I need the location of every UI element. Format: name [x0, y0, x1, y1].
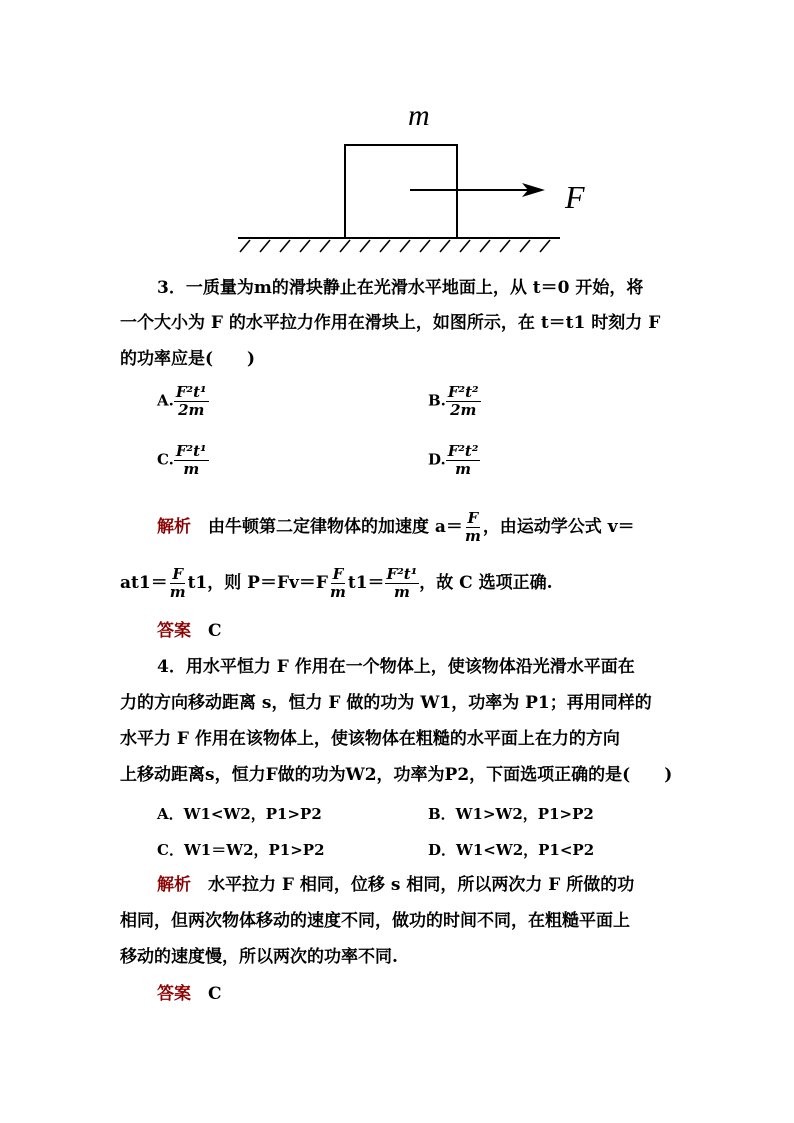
- q3-analysis-line-1: 解析 由牛顿第二定律物体的加速度 a＝ $\frac{F}{m}$ ，由运动学公式 v＝: [157, 509, 635, 545]
- block-force-figure: [230, 95, 610, 255]
- q4-option-a: A．W1<W2，P1>P2: [157, 805, 322, 823]
- q3-option-a: A. $\frac{\text{F²t¹}}{2m}$: [157, 383, 207, 419]
- force-label: F: [565, 179, 585, 215]
- q3-analysis-line-2: at1＝ $\frac{F}{m}$ t1，则 P＝Fv＝F $\frac{F}{m}$ t1＝ $\frac{\text{F²t¹}}{m}$ ，故 C 选项正确.: [120, 565, 553, 601]
- q4-option-d: D．W1<W2，P1<P2: [428, 841, 595, 859]
- q3-option-d: D. $\frac{\text{F²t²}}{m}$: [428, 442, 479, 478]
- q4-analysis-line-2: 相同，但两次物体移动的速度不同，做功的时间不同，在粗糙平面上: [120, 911, 630, 931]
- q3-line-3: 的功率应是( ): [120, 349, 256, 369]
- q3-line-2: 一个大小为 F 的水平拉力作用在滑块上，如图所示，在 t＝t1 时刻力 F: [120, 313, 661, 333]
- q3-answer: 答案 C: [157, 621, 222, 641]
- q3-option-b: B. $\frac{\text{F²t²}}{2m}$: [428, 383, 479, 419]
- q4-analysis-line-3: 移动的速度慢，所以两次的功率不同.: [120, 947, 398, 967]
- ground-hatching: [240, 240, 550, 252]
- q4-line-4: 上移动距离s，恒力F做的功为W2，功率为P2，下面选项正确的是( ): [120, 765, 673, 785]
- q4-answer: 答案 C: [157, 984, 222, 1004]
- block: [345, 145, 457, 238]
- q4-option-b: B．W1>W2，P1>P2: [428, 805, 594, 823]
- analysis-tag: 解析: [157, 875, 191, 895]
- q4-line-1: 4．用水平恒力 F 作用在一个物体上，使该物体沿光滑水平面在: [157, 657, 635, 677]
- q4-line-3: 水平力 F 作用在该物体上，使该物体在粗糙的水平面上在力的方向: [120, 729, 620, 749]
- mass-label: m: [408, 99, 430, 132]
- analysis-tag: 解析: [157, 517, 191, 537]
- q4-analysis-line-1: 解析 水平拉力 F 相同，位移 s 相同，所以两次力 F 所做的功: [157, 875, 635, 895]
- q4-option-c: C．W1＝W2，P1>P2: [157, 841, 325, 859]
- q3-option-c: C. $\frac{\text{F²t¹}}{m}$: [157, 442, 207, 478]
- answer-tag: 答案: [157, 621, 191, 641]
- answer-tag: 答案: [157, 984, 191, 1004]
- q4-line-2: 力的方向移动距离 s，恒力 F 做的功为 W1，功率为 P1；再用同样的: [120, 693, 652, 713]
- q3-line-1: 3．一质量为m的滑块静止在光滑水平地面上，从 t＝0 开始，将: [157, 278, 644, 298]
